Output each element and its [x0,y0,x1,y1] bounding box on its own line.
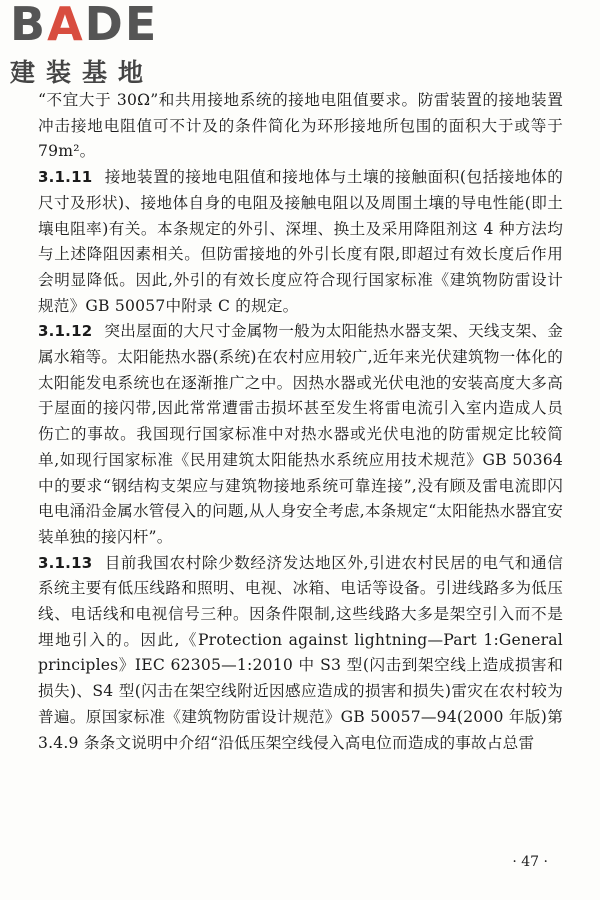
paragraph-clause-3-1-11 [38,165,563,319]
paragraph-clause-3-1-12 [38,319,563,550]
paragraph-text: 突出屋面的大尺寸金属物一般为太阳能热水器支架、天线支架、金属水箱等。太阳能热水器(系统)在农村应用较广,近年来光伏建筑物一体化的太阳能发电系统也在逐渐推广之中。因热水器或光伏电池的安装高度大多高于屋面的接闪带,因此常常遭雷击损坏甚至发生将雷电流引入室内造成人员伤亡的事故。我国现行国家标准中对热水器或光伏电池的防雷规定比较简单,如现行国家标准《民用建筑太阳能热水系统应用技术规范》GB 50364中的要求“钢结构支架应与建筑物接地系统可靠连接”,没有顾及雷电流即闪电电涌沿金属水管侵入的问题,从人身安全考虑,本条规定“太阳能热水器宜安装单独的接闪杆”。 [38,322,563,546]
clause-number: 3.1.13 [38,553,93,572]
paragraph-text: 目前我国农村除少数经济发达地区外,引进农村民居的电气和通信系统主要有低压线路和照明、电视、冰箱、电话等设备。引进线路多为低压线、电话线和电视信号三种。因条件限制,这些线路大多是架空引入而不是埋地引入的。因此,《Protection against lightning—Part 1:General principles》IEC 62305—1:2010 中 S3 型(闪击到架空线上造成损害和损失)、S4 型(闪击在架空线附近因感应造成的损害和损失)雷灾在农村较为普遍。原国家标准《建筑物防雷设计规范》GB 50057—94(2000 年版)第 3.4.9 条条文说明中介绍“沿低压架空线侵入高电位而造成的事故占总雷 [38,553,563,752]
paragraph-text: 接地装置的接地电阻值和接地体与土壤的接触面积(包括接地体的尺寸及形状)、接地体自身的电阻及接触电阻以及周围土壤的导电性能(即土壤电阻率)有关。本条规定的外引、深埋、换土及采用降阻剂这 4 种方法均与上述降阻因素相关。但防雷接地的外引长度有限,即超过有效长度后作用会明显降低。因此,外引的有效长度应符合现行国家标准《建筑物防雷设计规范》GB 50057中附录 C 的规定。 [38,168,563,315]
watermark-letters-1: B [10,0,48,51]
clause-number: 3.1.12 [38,322,93,341]
watermark-accent-letter: A [47,0,85,51]
page-number: · 47 · [512,854,548,870]
document-body [38,88,563,756]
watermark-letters-2: DE [84,0,159,51]
paragraph-continuation [38,88,563,165]
paragraph-text: “不宜大于 30Ω”和共用接地系统的接地电阻值要求。防雷装置的接地装置冲击接地电阻值可不计及的条件简化为环形接地所包围的面积大于或等于 79m²。 [38,91,563,161]
paragraph-clause-3-1-13 [38,551,563,757]
watermark-logo [8,0,188,92]
watermark-cjk-text: 建装基地 [10,58,155,87]
clause-number: 3.1.11 [38,168,93,187]
watermark-latin-text [10,0,158,52]
